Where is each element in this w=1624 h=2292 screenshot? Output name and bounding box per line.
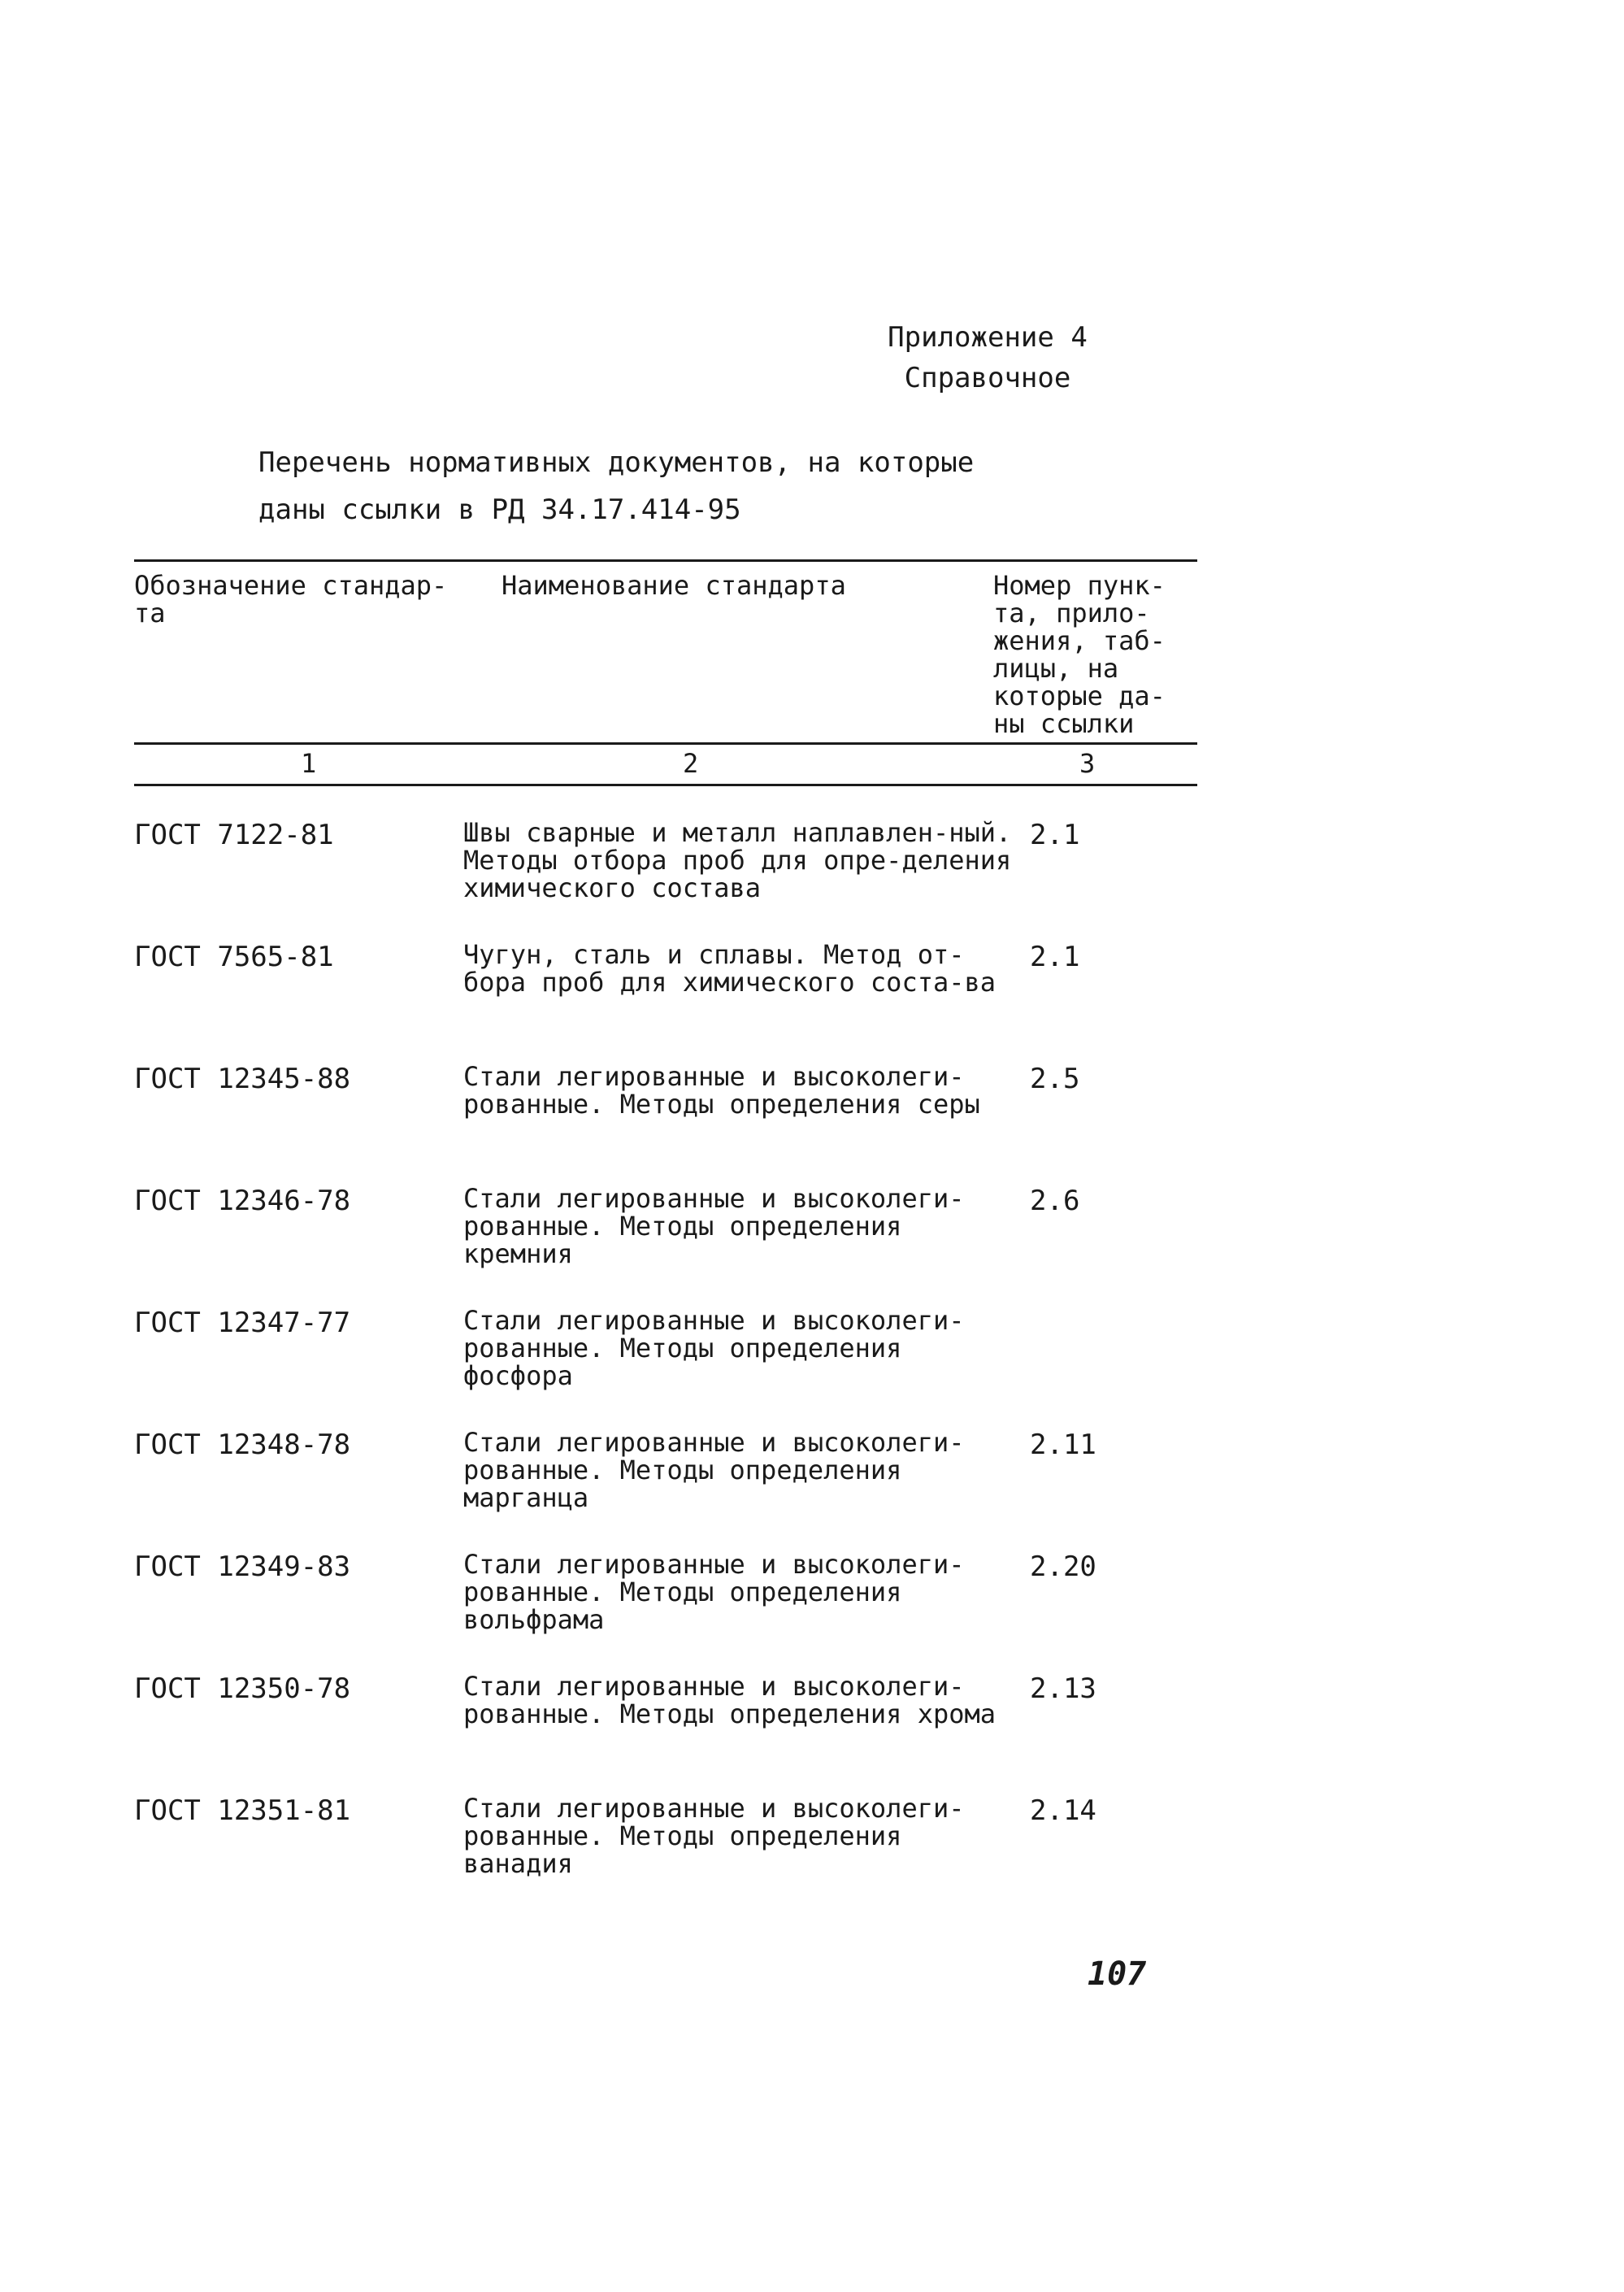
column-number-row — [134, 745, 1197, 784]
standard-code: ГОСТ 12347-77 — [134, 1307, 351, 1339]
standard-reference: 2.13 — [1030, 1672, 1096, 1705]
standard-name: Чугун, сталь и сплавы. Метод от-бора проб для химического соста-ва — [463, 939, 997, 998]
standard-name: Стали легированные и высоколеги-рованные. Методы определения марганца — [463, 1427, 965, 1513]
standard-reference: 2.14 — [1030, 1794, 1096, 1827]
standard-name: Стали легированные и высоколеги-рованные. Методы определения хрома — [463, 1671, 997, 1729]
table-row — [134, 1550, 1197, 1672]
table-row — [134, 1185, 1197, 1307]
standard-code: ГОСТ 12346-78 — [134, 1185, 351, 1217]
standard-reference: 2.6 — [1030, 1185, 1080, 1217]
appendix-label: Приложение 4 — [888, 321, 1088, 354]
column-number-3: 3 — [1079, 748, 1096, 779]
appendix-type: Справочное — [904, 362, 1071, 394]
table-number-rule — [134, 784, 1197, 786]
standard-reference: 2.20 — [1030, 1550, 1096, 1583]
table-row — [134, 1429, 1197, 1550]
standard-name: Стали легированные и высоколеги-рованные. Методы определения фосфора — [463, 1305, 965, 1391]
appendix-heading — [882, 317, 1093, 398]
standard-code: ГОСТ 12351-81 — [134, 1794, 351, 1827]
standard-name: Стали легированные и высоколеги-рованные. Методы определения вольфрама — [463, 1549, 965, 1635]
document-title-line-1: Перечень нормативных документов, на которые — [258, 446, 975, 479]
header-designation: Обозначение стандар-та — [134, 570, 448, 628]
table-row — [134, 1672, 1197, 1794]
table-row — [134, 941, 1197, 1063]
standard-reference: 2.1 — [1030, 819, 1080, 851]
standard-code: ГОСТ 7565-81 — [134, 941, 334, 973]
table-header — [134, 562, 1197, 742]
document-title-line-2: даны ссылки в РД 34.17.414-95 — [258, 494, 741, 526]
standard-name: Стали легированные и высоколеги-рованные. Методы определения ванадия — [463, 1793, 965, 1879]
table-row — [134, 1063, 1197, 1185]
standard-name: Стали легированные и высоколеги-рованные. Методы определения серы — [463, 1061, 980, 1120]
standard-reference: 2.11 — [1030, 1429, 1096, 1461]
table-row — [134, 819, 1197, 941]
standard-reference: 2.1 — [1030, 941, 1080, 973]
standard-reference: 2.5 — [1030, 1063, 1080, 1095]
table-row — [134, 1307, 1197, 1429]
column-number-2: 2 — [683, 748, 699, 779]
standard-name: Швы сварные и металл наплавлен-ный. Методы отбора проб для опре-деления химического состава — [463, 817, 1012, 903]
standard-code: ГОСТ 7122-81 — [134, 819, 334, 851]
standard-name: Стали легированные и высоколеги-рованные. Методы определения кремния — [463, 1183, 965, 1269]
column-number-1: 1 — [301, 748, 317, 779]
document-title — [258, 439, 1039, 533]
table-body — [134, 819, 1197, 1916]
header-name: Наименование стандарта — [502, 570, 846, 601]
table-row — [134, 1794, 1197, 1916]
standard-code: ГОСТ 12349-83 — [134, 1550, 351, 1583]
standards-table — [134, 559, 1197, 1916]
page-number: 107 — [1088, 1955, 1147, 1993]
standard-code: ГОСТ 12345-88 — [134, 1063, 351, 1095]
standard-code: ГОСТ 12348-78 — [134, 1429, 351, 1461]
header-reference: Номер пунк-та, прило-жения, таб-лицы, на которые да-ны ссылки — [993, 570, 1166, 739]
standard-code: ГОСТ 12350-78 — [134, 1672, 351, 1705]
